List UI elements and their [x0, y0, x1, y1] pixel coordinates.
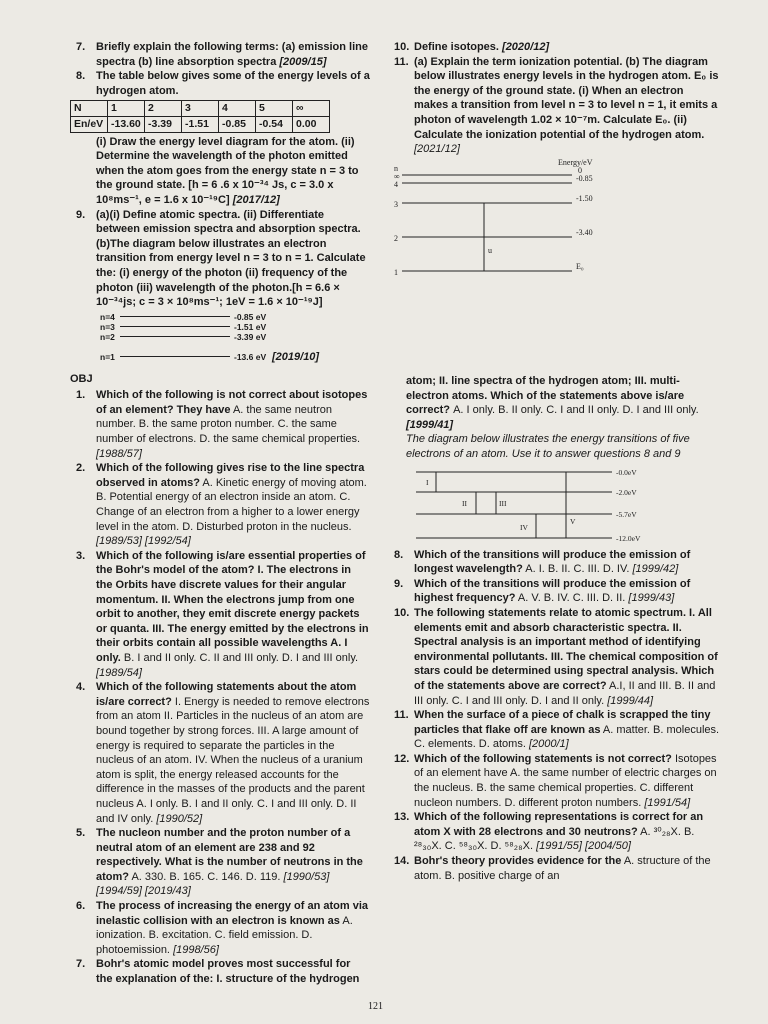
level-line: [120, 356, 230, 357]
right-column-upper: [388, 40, 720, 287]
left-column: [70, 40, 370, 987]
n-label: n: [394, 163, 398, 173]
objective-question-6: 6. The process of increasing the energy of an atom via inelastic collision with an electron is known as A. ionization. B. excitation. C. field emission. D. photoemission. [1998/56]: [76, 900, 369, 956]
objective-question-10: 10. The following statements relate to atomic spectrum. I. All elements emit and absorb characteristic spectra. II. Spectral analysis is an important method of identifying environmental pollutants. III. The chemical composition of stars could be determined using spectral analysis. Which of the statements above are correct? A.I, II and III. B. II and III only. C. I and III only. D. I and II only. [1999/44]: [394, 606, 718, 707]
transition-label: I: [426, 477, 429, 487]
objective-question-8: 8. Which of the transitions will produce the emission of longest wavelength? A. I. B. II. C. III. D. IV. [1999/42]: [394, 548, 691, 576]
page-number: 121: [368, 1001, 383, 1012]
right-column-lower: [388, 374, 720, 883]
transition-label: II: [462, 498, 467, 508]
objective-question-12: 12. Which of the following statements is not correct? Isotopes of an element have A. the same number of electric charges on the nucleus. B. the same chemical properties. C. different nucleon numbers. D. different proton numbers. [1991/54]: [394, 752, 717, 809]
table-row: En/eV -13.60 -3.39 -1.51 -0.85 -0.54 0.00: [71, 116, 330, 132]
question-7: 7. Briefly explain the following terms: (a) emission line spectra (b) line absorption spectra [2009/15]: [76, 41, 368, 68]
level-label: -0.0eV: [616, 467, 637, 477]
objective-question-14: 14. Bohr's theory provides evidence for the A. structure of the atom. B. positive charge of an: [394, 855, 711, 882]
objective-question-9: 9. Which of the transitions will produce the emission of highest frequency? A. V. B. IV. C. III. D. II. [1999/43]: [394, 577, 691, 605]
question-8: 8. The table below gives some of the energy levels of a hydrogen atom.: [76, 70, 370, 97]
transition-intro: The diagram below illustrates the energy transitions of five electrons of an atom. Use it to answer questions 8 and 9: [406, 433, 690, 460]
e0-label: E₀: [576, 261, 584, 271]
hydrogen-energy-diagram: [388, 157, 720, 287]
n2-label: 2: [394, 233, 398, 243]
n1-label: 1: [394, 267, 398, 277]
objective-question-11: 11. When the surface of a piece of chalk is scrapped the tiny particles that flake off are known as A. matter. B. molecules. C. elements. D. atoms. [2000/1]: [394, 709, 720, 751]
question-7-continuation: atom; II. line spectra of the hydrogen atom; III. multi-electron atoms. Which of the statements above is/are correct? A. I only. B. II only. C. I and II only. D. I and III only. [1999/41]: [406, 375, 699, 431]
level-label: -5.7eV: [616, 509, 637, 519]
v2-label: -3.40: [576, 227, 593, 237]
level-label: -12.0eV: [616, 533, 641, 543]
n4-label: 4: [394, 179, 398, 189]
objective-question-2: 2. Which of the following gives rise to the line spectra observed in atoms? A. Kinetic energy of moving atom. B. Potential energy of an electron inside an atom. C. Change of an electron from a higher to a lower energy level in the atom. D. Disturbed proton in the nucleus. [1989/53] [1992/54]: [76, 462, 367, 548]
axis-label: Energy/eV: [558, 157, 593, 167]
level-line: [120, 336, 230, 337]
level-label: -2.0eV: [616, 487, 637, 497]
transition-diagram-svg: [406, 462, 706, 548]
energy-diagram-svg: [388, 157, 720, 287]
v4-label: -0.85: [576, 173, 593, 183]
transition-label: IV: [520, 522, 528, 532]
objective-question-3: 3. Which of the following is/are essential properties of the Bohr's model of the atom? I. The electrons in the Orbits have discrete values for their angular momentum. II. When the electrons jump from one orbit to another, they emit discrete energy packets or quanta. III. The energy emitted by the electrons in their orbits contain all possible wavelengths A. I only. B. I and II only. C. II and III only. D. I and III only. [1989/54]: [76, 549, 369, 679]
transition-label: V: [570, 516, 576, 526]
level-line: [120, 326, 230, 327]
objective-question-1: 1. Which of the following is not correct about isotopes of an element? They have A. the same neutron number. B. the same proton number. C. the same number of electrons. D. the same chemical properties. [1988/57]: [76, 389, 368, 460]
table-row: N 1 2 3 4 5 ∞: [71, 101, 330, 117]
objective-question-7: 7. Bohr's atomic model proves most successful for the explanation of the: I. structure of the hydrogen: [76, 958, 360, 986]
energy-level-table: [70, 100, 330, 132]
n-inf-label: ∞: [394, 171, 400, 181]
transition-label: III: [499, 498, 507, 508]
question-9: 9. (a)(i) Define atomic spectra. (ii) Differentiate between emission spectra and absorption spectra.(b)The diagram below illustrates an electron transition from energy level n = 3 to n = 1. Calculate the: (i) energy of the photon (ii) frequency of the photon (iii) wavelength of the photon.[h = 6.6 × 10⁻³⁴js; c = 3 × 10⁸ms⁻¹; 1eV = 1.6 × 10⁻¹⁹J]: [76, 208, 366, 309]
n3-label: 3: [394, 199, 398, 209]
level-line: [120, 316, 230, 317]
transition-diagram: [406, 462, 720, 548]
objective-question-4: 4. Which of the following statements about the atom is/are correct? I. Energy is needed to remove electrons from an atom II. Particles in the nucleus of an atom are bound together by strong forces. III. A large amount of energy is required to separate the particles in the nucleus of an atom. IV. When the nucleus of a uranium atom is split, the energy released accounts for the difference in the masses of the products and the parent nucleus A. I only. B. I and II only. C. I and III only. D. II and IV only. [1990/52]: [76, 681, 370, 825]
question-10: 10. Define isotopes. [2020/12]: [394, 41, 550, 53]
energy-level-diagram: n=4 -0.85 eV n=3 -1.51 eV n=2 -3.39 eV n=1 -13.6 eV [2019/10]: [100, 311, 320, 363]
obj-heading: OBJ: [70, 372, 93, 385]
v3-label: -1.50: [576, 193, 593, 203]
question-11: 11. (a) Explain the term ionization potential. (b) The diagram below illustrates energy levels in the hydrogen atom. E₀ is the energy of the ground state. (i) When an electron makes a transition from level n = 3 to level n = 1, it emits a photon of wavelength 1.02 × 10⁻⁷m. Calculate E₀. (ii) Calculate the ionization potential of the hydrogen atom. [2021/12]: [394, 55, 719, 156]
question-8-parts: (i) Draw the energy level diagram for the atom. (ii) Determine the wavelength of the photon emitted when the atom goes from the energy state n = 3 to the ground state. [h = 6 .6 x 10⁻³⁴ Js, c = 3.0 x 10⁸ms⁻¹, e = 1.6 x 10⁻¹⁹C] [2017/12]: [96, 135, 359, 206]
objective-question-13: 13. Which of the following representations is correct for an atom X with 28 electrons and 30 neutrons? A. ³⁰₂₈X. B. ²⁸₃₀X. C. ⁵⁸₃₀X. D. ⁵⁸₂₈X. [1991/55] [2004/50]: [394, 811, 704, 853]
u-label: u: [488, 245, 492, 255]
zero-label: 0: [578, 165, 582, 175]
objective-question-5: 5. The nucleon number and the proton number of a neutral atom of an element are 238 and 92 respectively. What is the number of neutrons in the atom? A. 330. B. 165. C. 146. D. 119. [1990/53] [1994/59] [2019/43]: [76, 827, 363, 898]
